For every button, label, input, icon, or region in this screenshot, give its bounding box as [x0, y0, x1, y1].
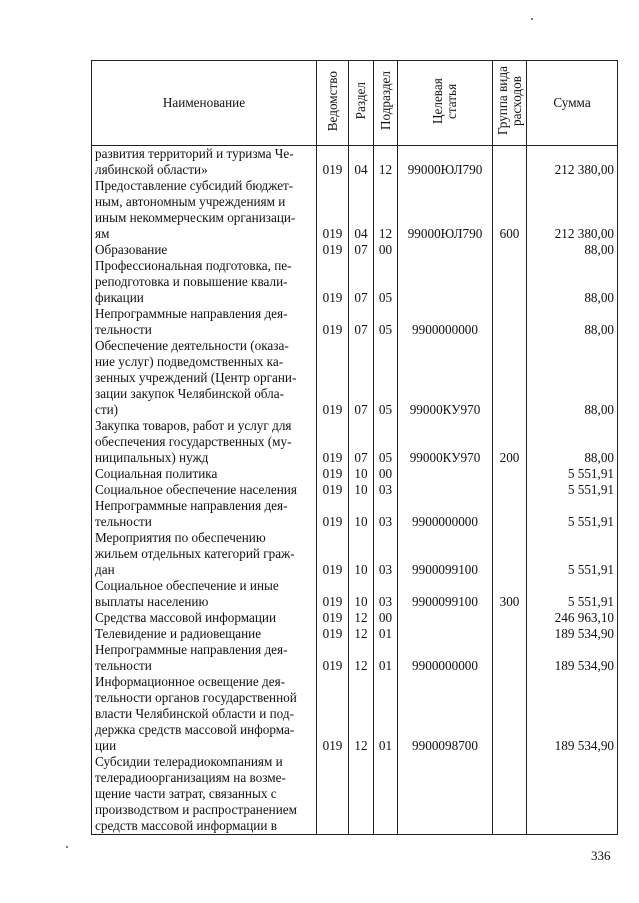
- row-vedomstvo: 019: [317, 674, 349, 754]
- row-gruppa: [493, 306, 527, 338]
- header-summa: Сумма: [527, 61, 618, 146]
- table-row: [92, 754, 618, 835]
- row-gruppa: [493, 146, 527, 179]
- table-row: [92, 642, 618, 674]
- row-name-line: ниципальных) нужд: [95, 450, 209, 465]
- row-name-line: зации закупок Челябинской обла-: [95, 386, 284, 401]
- row-name: [92, 642, 317, 674]
- row-vedomstvo: 019: [317, 418, 349, 466]
- row-podrazdel: 05: [374, 258, 398, 306]
- row-name-line: ние услуг) подведомственных ка-: [95, 354, 284, 369]
- table-row: [92, 178, 618, 242]
- budget-table: [91, 60, 618, 835]
- table-row: [92, 306, 618, 338]
- row-podrazdel: 03: [374, 498, 398, 530]
- row-summa: 5 551,91: [527, 466, 618, 482]
- row-name: [92, 626, 317, 642]
- row-razdel: 07: [349, 258, 374, 306]
- row-name-line: Профессиональная подготовка, пе-: [95, 258, 292, 273]
- row-celevaya: [398, 482, 493, 498]
- row-name-line: развития территорий и туризма Че-: [95, 146, 294, 161]
- row-gruppa: 300: [493, 578, 527, 610]
- row-podrazdel: 12: [374, 178, 398, 242]
- header-podrazdel: [374, 61, 398, 146]
- table-body: [92, 146, 618, 835]
- scan-speck: [66, 846, 68, 848]
- header-podrazdel-text: Подраздел: [377, 71, 393, 131]
- row-name-line: ции: [95, 738, 117, 753]
- row-razdel: 07: [349, 306, 374, 338]
- row-gruppa: [493, 530, 527, 578]
- row-name-line: средств массовой информации в: [95, 818, 277, 833]
- table-row: [92, 466, 618, 482]
- row-vedomstvo: 019: [317, 498, 349, 530]
- row-name-line: Непрограммные направления дея-: [95, 642, 288, 657]
- table-header-row: [92, 61, 618, 146]
- header-razdel: [349, 61, 374, 146]
- row-gruppa: [493, 242, 527, 258]
- row-podrazdel: 00: [374, 466, 398, 482]
- table-row: [92, 530, 618, 578]
- row-name: [92, 258, 317, 306]
- row-name-line: Закупка товаров, работ и услуг для: [95, 418, 292, 433]
- table-row: [92, 482, 618, 498]
- header-celevaya-text: Целевая статья: [430, 78, 459, 124]
- row-razdel: 04: [349, 178, 374, 242]
- row-razdel: 12: [349, 626, 374, 642]
- row-name: [92, 418, 317, 466]
- table-row: [92, 338, 618, 418]
- row-podrazdel: 05: [374, 338, 398, 418]
- row-razdel: 10: [349, 578, 374, 610]
- row-name: [92, 242, 317, 258]
- row-name-line: Мероприятия по обеспечению: [95, 530, 266, 545]
- row-name: [92, 578, 317, 610]
- row-celevaya: [398, 626, 493, 642]
- row-summa: 189 534,90: [527, 674, 618, 754]
- row-summa: 212 380,00: [527, 146, 618, 179]
- row-name-line: тельности: [95, 322, 152, 337]
- row-vedomstvo: 019: [317, 610, 349, 626]
- row-name-line: сти): [95, 402, 119, 417]
- row-name: [92, 146, 317, 179]
- row-name-line: Телевидение и радиовещание: [95, 626, 262, 641]
- row-podrazdel: [374, 754, 398, 835]
- row-razdel: 12: [349, 610, 374, 626]
- row-summa: 88,00: [527, 306, 618, 338]
- header-name: Наименование: [92, 61, 317, 146]
- row-celevaya: 99000КУ970: [398, 338, 493, 418]
- row-name: [92, 466, 317, 482]
- row-name-line: обеспечения государственных (му-: [95, 434, 292, 449]
- row-summa: 5 551,91: [527, 482, 618, 498]
- row-podrazdel: 03: [374, 482, 398, 498]
- row-razdel: 07: [349, 242, 374, 258]
- row-razdel: 12: [349, 642, 374, 674]
- row-gruppa: 600: [493, 178, 527, 242]
- page-number: 336: [591, 848, 611, 863]
- row-summa: 189 534,90: [527, 642, 618, 674]
- row-razdel: 10: [349, 466, 374, 482]
- row-summa: 88,00: [527, 258, 618, 306]
- table-row: [92, 610, 618, 626]
- row-celevaya: 9900099100: [398, 530, 493, 578]
- row-celevaya: 9900000000: [398, 498, 493, 530]
- row-celevaya: 9900000000: [398, 306, 493, 338]
- row-gruppa: [493, 338, 527, 418]
- row-podrazdel: 00: [374, 610, 398, 626]
- row-summa: [527, 754, 618, 835]
- row-podrazdel: 05: [374, 306, 398, 338]
- row-razdel: 12: [349, 674, 374, 754]
- header-vedomstvo: [317, 61, 349, 146]
- row-vedomstvo: [317, 754, 349, 835]
- row-name-line: тельности: [95, 514, 152, 529]
- row-razdel: [349, 754, 374, 835]
- table-row: [92, 674, 618, 754]
- row-razdel: 04: [349, 146, 374, 179]
- row-name: [92, 178, 317, 242]
- row-name-line: Непрограммные направления дея-: [95, 498, 288, 513]
- row-vedomstvo: 019: [317, 578, 349, 610]
- row-name-line: лябинской области»: [95, 162, 208, 177]
- row-celevaya: 99000КУ970: [398, 418, 493, 466]
- table-row: [92, 418, 618, 466]
- row-name-line: Обеспечение деятельности (оказа-: [95, 338, 289, 353]
- row-vedomstvo: 019: [317, 530, 349, 578]
- header-gruppa-text: Группа вида расходов: [494, 66, 524, 136]
- row-name-line: Информационное освещение дея-: [95, 674, 286, 689]
- scan-speck: [531, 18, 533, 20]
- row-vedomstvo: 019: [317, 242, 349, 258]
- row-celevaya: 99000ЮЛ790: [398, 146, 493, 179]
- row-name-line: Средства массовой информации: [95, 610, 277, 625]
- row-name: [92, 482, 317, 498]
- row-summa: 212 380,00: [527, 178, 618, 242]
- row-name: [92, 498, 317, 530]
- row-gruppa: [493, 482, 527, 498]
- row-summa: 88,00: [527, 338, 618, 418]
- row-summa: 189 534,90: [527, 626, 618, 642]
- row-vedomstvo: 019: [317, 258, 349, 306]
- row-name-line: Социальное обеспечение и иные: [95, 578, 279, 593]
- table-row: [92, 146, 618, 179]
- row-podrazdel: 00: [374, 242, 398, 258]
- row-name-line: тельности: [95, 658, 152, 673]
- row-name-line: Социальная политика: [95, 466, 218, 481]
- row-gruppa: 200: [493, 418, 527, 466]
- row-name-line: Предоставление субсидий бюджет-: [95, 178, 294, 193]
- row-vedomstvo: 019: [317, 626, 349, 642]
- row-celevaya: 9900099100: [398, 578, 493, 610]
- row-name-line: щение части затрат, связанных с: [95, 786, 277, 801]
- row-name-line: реподготовка и повышение квали-: [95, 274, 288, 289]
- row-celevaya: [398, 258, 493, 306]
- row-summa: 88,00: [527, 242, 618, 258]
- row-name-line: жильем отдельных категорий граж-: [95, 546, 295, 561]
- row-name-line: фикации: [95, 290, 144, 305]
- row-celevaya: [398, 242, 493, 258]
- row-name-line: Образование: [95, 242, 168, 257]
- row-gruppa: [493, 674, 527, 754]
- row-summa: 5 551,91: [527, 578, 618, 610]
- row-name-line: зенных учреждений (Центр органи-: [95, 370, 297, 385]
- row-celevaya: [398, 610, 493, 626]
- row-gruppa: [493, 642, 527, 674]
- row-name-line: власти Челябинской области и под-: [95, 706, 294, 721]
- header-gruppa: [493, 61, 527, 146]
- row-name-line: ным, автономным учреждениям и: [95, 194, 286, 209]
- row-podrazdel: 01: [374, 642, 398, 674]
- row-name: [92, 530, 317, 578]
- header-vedomstvo-text: Ведомство: [324, 70, 340, 132]
- row-celevaya: [398, 466, 493, 482]
- row-name-line: Непрограммные направления дея-: [95, 306, 288, 321]
- row-celevaya: [398, 754, 493, 835]
- row-vedomstvo: 019: [317, 146, 349, 179]
- row-name-line: телерадиоорганизациям на возме-: [95, 770, 286, 785]
- table-row: [92, 498, 618, 530]
- row-summa: 5 551,91: [527, 498, 618, 530]
- row-vedomstvo: 019: [317, 482, 349, 498]
- row-gruppa: [493, 258, 527, 306]
- table-row: [92, 578, 618, 610]
- table-row: [92, 258, 618, 306]
- row-vedomstvo: 019: [317, 642, 349, 674]
- row-name: [92, 754, 317, 835]
- row-podrazdel: 01: [374, 626, 398, 642]
- row-name-line: выплаты населению: [95, 594, 209, 609]
- row-podrazdel: 05: [374, 418, 398, 466]
- row-name: [92, 306, 317, 338]
- row-name-line: держка средств массовой информа-: [95, 722, 295, 737]
- row-vedomstvo: 019: [317, 338, 349, 418]
- row-podrazdel: 01: [374, 674, 398, 754]
- row-celevaya: 99000ЮЛ790: [398, 178, 493, 242]
- row-vedomstvo: 019: [317, 306, 349, 338]
- row-vedomstvo: 019: [317, 178, 349, 242]
- row-vedomstvo: 019: [317, 466, 349, 482]
- row-razdel: 07: [349, 338, 374, 418]
- row-podrazdel: 03: [374, 578, 398, 610]
- table-row: [92, 626, 618, 642]
- row-name-line: Субсидии телерадиокомпаниям и: [95, 754, 283, 769]
- row-summa: 88,00: [527, 418, 618, 466]
- row-razdel: 07: [349, 418, 374, 466]
- row-name-line: иным некоммерческим организаци-: [95, 210, 296, 225]
- row-name: [92, 610, 317, 626]
- header-celevaya: [398, 61, 493, 146]
- row-razdel: 10: [349, 530, 374, 578]
- row-celevaya: 9900000000: [398, 642, 493, 674]
- row-name-line: ям: [95, 226, 110, 241]
- row-name: [92, 674, 317, 754]
- table-row: [92, 242, 618, 258]
- row-name-line: дан: [95, 562, 115, 577]
- row-razdel: 10: [349, 482, 374, 498]
- row-gruppa: [493, 466, 527, 482]
- row-summa: 246 963,10: [527, 610, 618, 626]
- row-gruppa: [493, 498, 527, 530]
- row-celevaya: 9900098700: [398, 674, 493, 754]
- row-podrazdel: 03: [374, 530, 398, 578]
- row-summa: 5 551,91: [527, 530, 618, 578]
- row-name-line: Социальное обеспечение населения: [95, 482, 297, 497]
- row-razdel: 10: [349, 498, 374, 530]
- row-gruppa: [493, 754, 527, 835]
- row-name: [92, 338, 317, 418]
- row-name-line: тельности органов государственной: [95, 690, 297, 705]
- row-podrazdel: 12: [374, 146, 398, 179]
- row-name-line: производством и распространением: [95, 802, 297, 817]
- row-gruppa: [493, 626, 527, 642]
- header-razdel-text: Раздел: [353, 82, 368, 120]
- row-gruppa: [493, 610, 527, 626]
